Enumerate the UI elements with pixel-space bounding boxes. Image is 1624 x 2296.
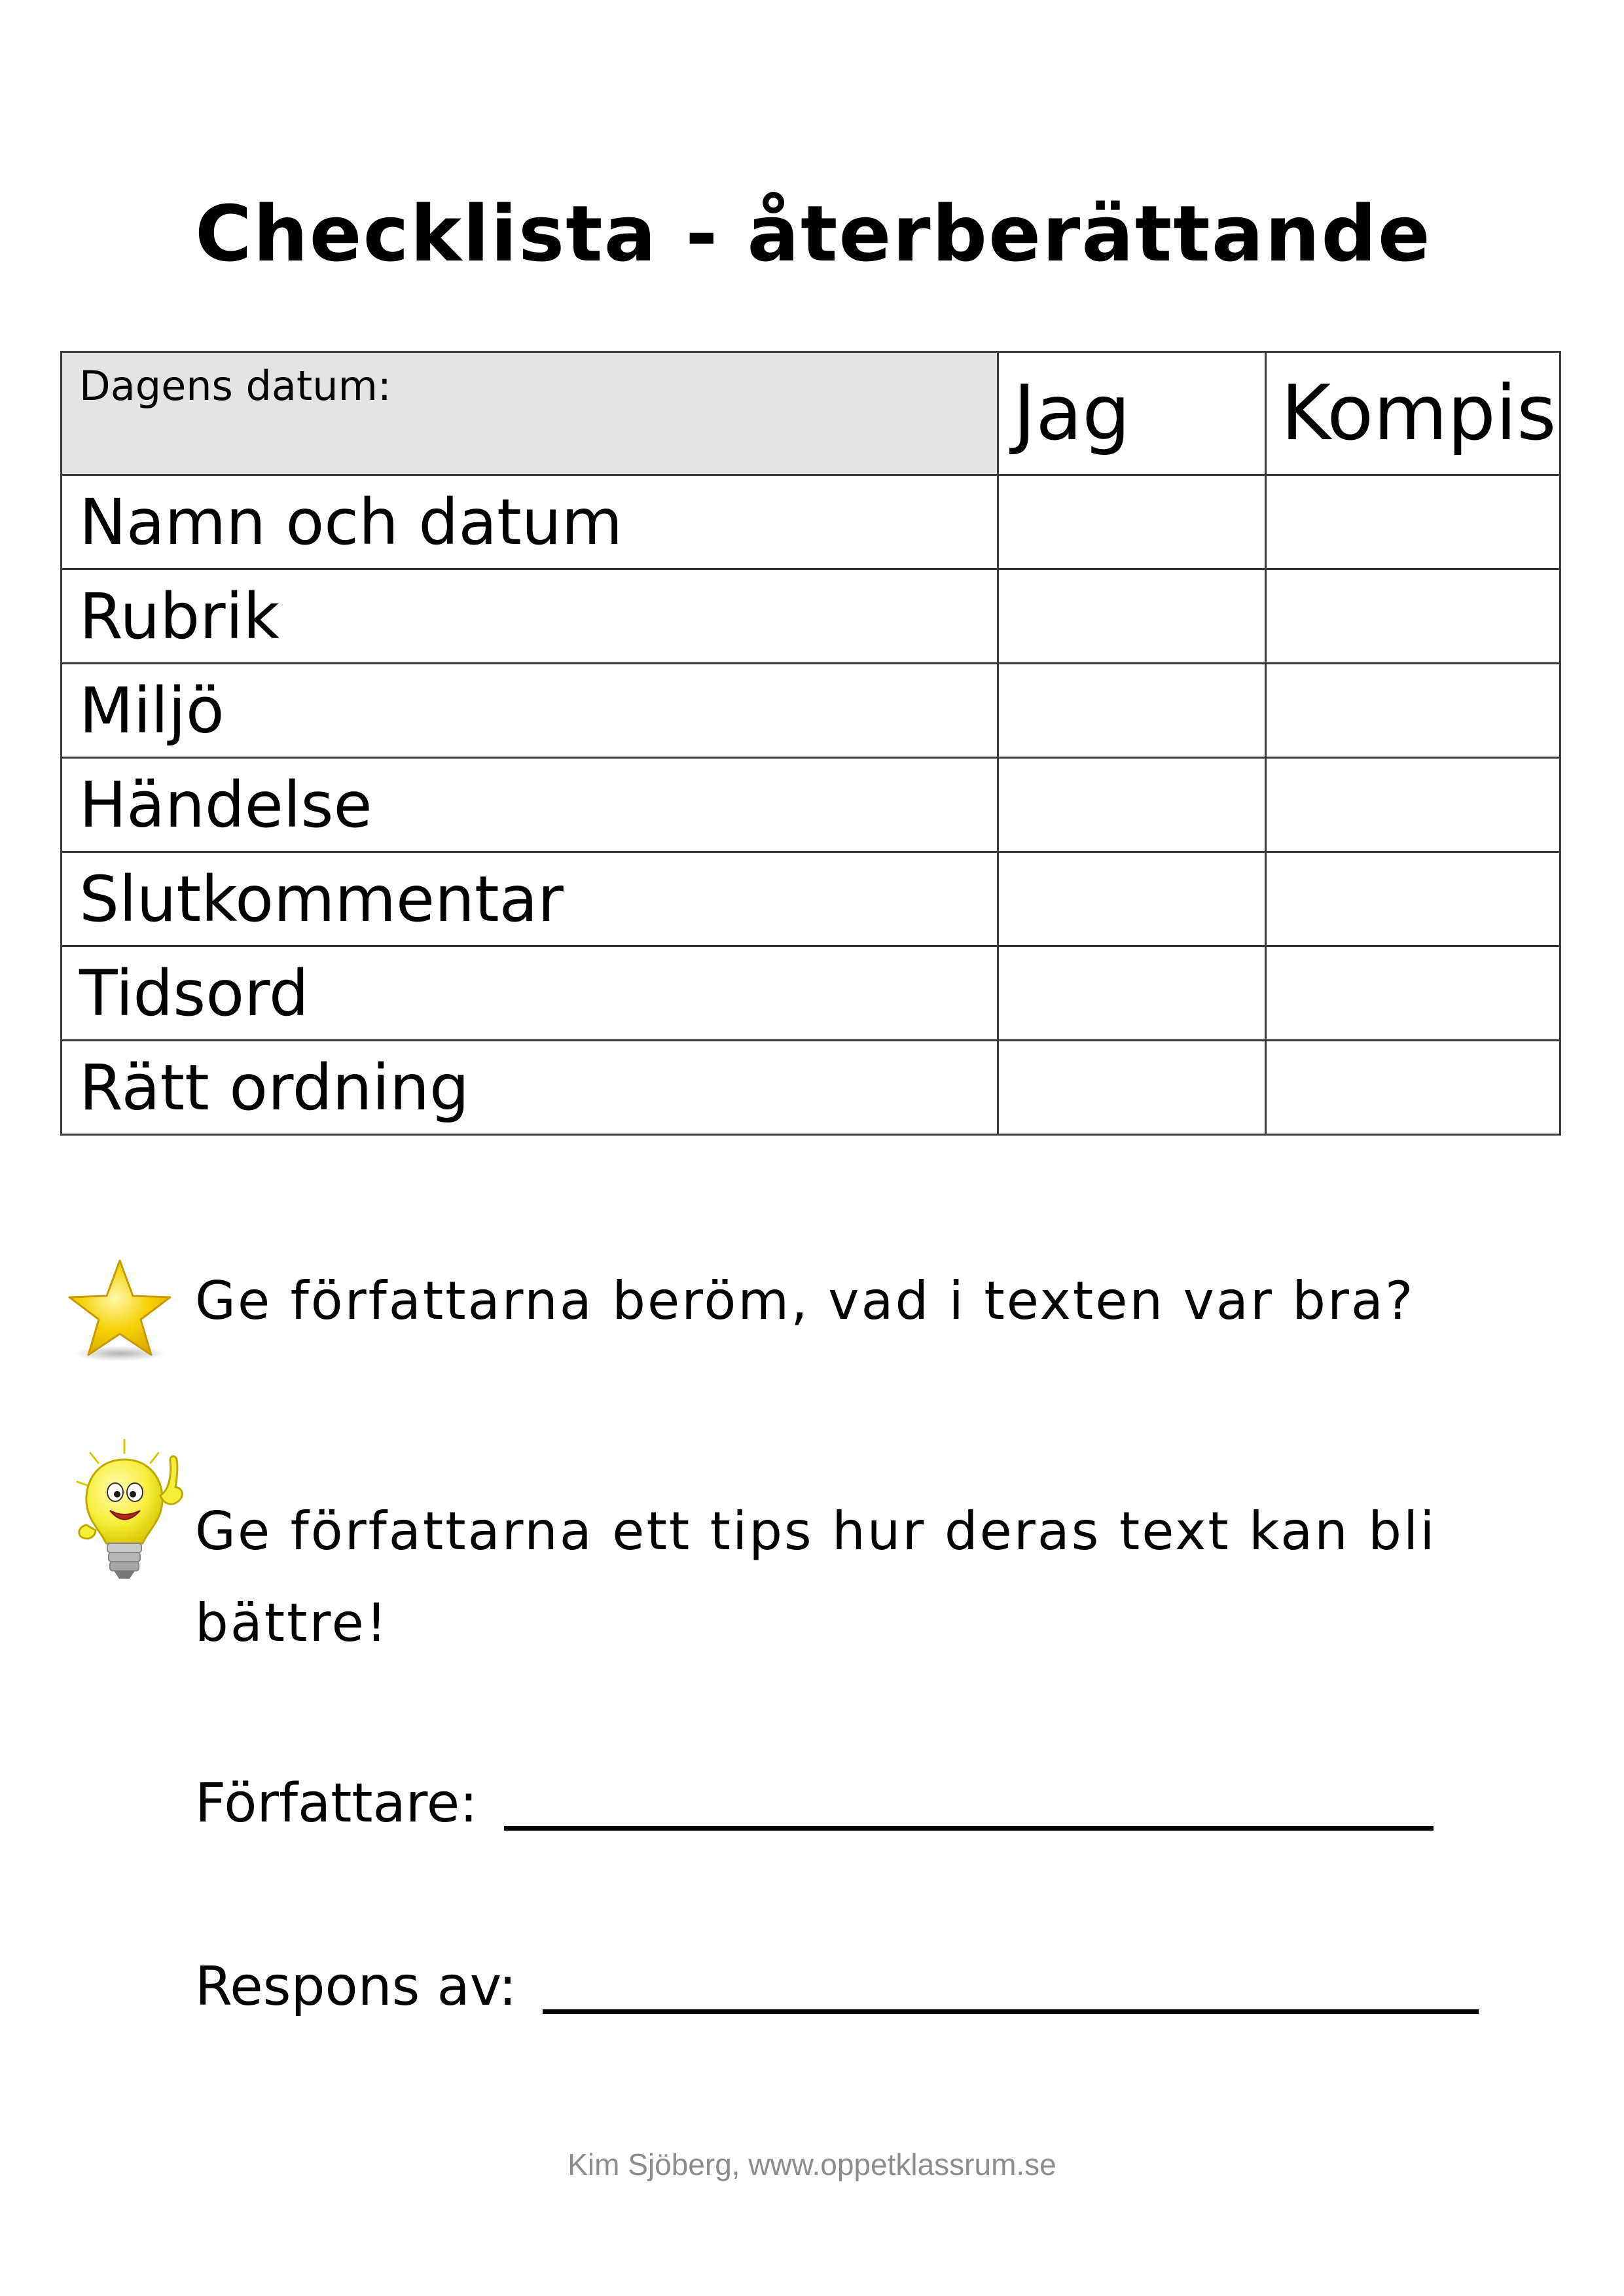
author-label: Författare: <box>195 1772 478 1835</box>
check-cell-jag[interactable] <box>998 475 1266 569</box>
check-cell-kompis[interactable] <box>1266 569 1561 664</box>
table-row <box>62 946 1561 1041</box>
footer-credit: Kim Sjöberg, www.oppetklassrum.se <box>568 2147 1056 2181</box>
check-cell-kompis[interactable] <box>1266 852 1561 946</box>
praise-prompt: Ge författarna beröm, vad i texten var bra? <box>195 1270 1415 1331</box>
criterion-label: Slutkommentar <box>62 852 998 946</box>
response-write-line[interactable] <box>543 2003 1479 2014</box>
response-label: Respons av: <box>195 1956 517 2018</box>
check-cell-jag[interactable] <box>998 664 1266 758</box>
check-cell-kompis[interactable] <box>1266 1041 1561 1135</box>
criterion-label: Tidsord <box>62 946 998 1041</box>
criterion-label: Rätt ordning <box>62 1041 998 1135</box>
tip-prompt <box>195 1486 1436 1669</box>
author-field <box>195 1772 1434 1835</box>
check-cell-kompis[interactable] <box>1266 475 1561 569</box>
check-cell-kompis[interactable] <box>1266 664 1561 758</box>
column-header-kompis: Kompis <box>1266 352 1561 475</box>
table-row <box>62 852 1561 946</box>
table-header-row <box>62 352 1561 475</box>
response-field <box>195 1956 1479 2018</box>
table-row <box>62 475 1561 569</box>
page-title: Checklista - återberättande <box>195 188 1432 279</box>
criterion-label: Namn och datum <box>62 475 998 569</box>
date-label[interactable]: Dagens datum: <box>62 352 998 475</box>
star-icon <box>64 1255 175 1367</box>
check-cell-jag[interactable] <box>998 758 1266 852</box>
check-cell-jag[interactable] <box>998 1041 1266 1135</box>
tip-prompt-line1: Ge författarna ett tips hur deras text kan bli <box>195 1501 1437 1562</box>
table-row <box>62 758 1561 852</box>
lightbulb-icon <box>72 1433 196 1604</box>
checklist-table <box>60 351 1561 1136</box>
check-cell-jag[interactable] <box>998 569 1266 664</box>
criterion-label: Händelse <box>62 758 998 852</box>
table-row <box>62 1041 1561 1135</box>
check-cell-kompis[interactable] <box>1266 946 1561 1041</box>
criterion-label: Miljö <box>62 664 998 758</box>
check-cell-jag[interactable] <box>998 946 1266 1041</box>
criterion-label: Rubrik <box>62 569 998 664</box>
column-header-jag: Jag <box>998 352 1266 475</box>
check-cell-kompis[interactable] <box>1266 758 1561 852</box>
author-write-line[interactable] <box>504 1820 1434 1831</box>
check-cell-jag[interactable] <box>998 852 1266 946</box>
table-row <box>62 569 1561 664</box>
tip-prompt-line2: bättre! <box>195 1592 389 1653</box>
table-row <box>62 664 1561 758</box>
